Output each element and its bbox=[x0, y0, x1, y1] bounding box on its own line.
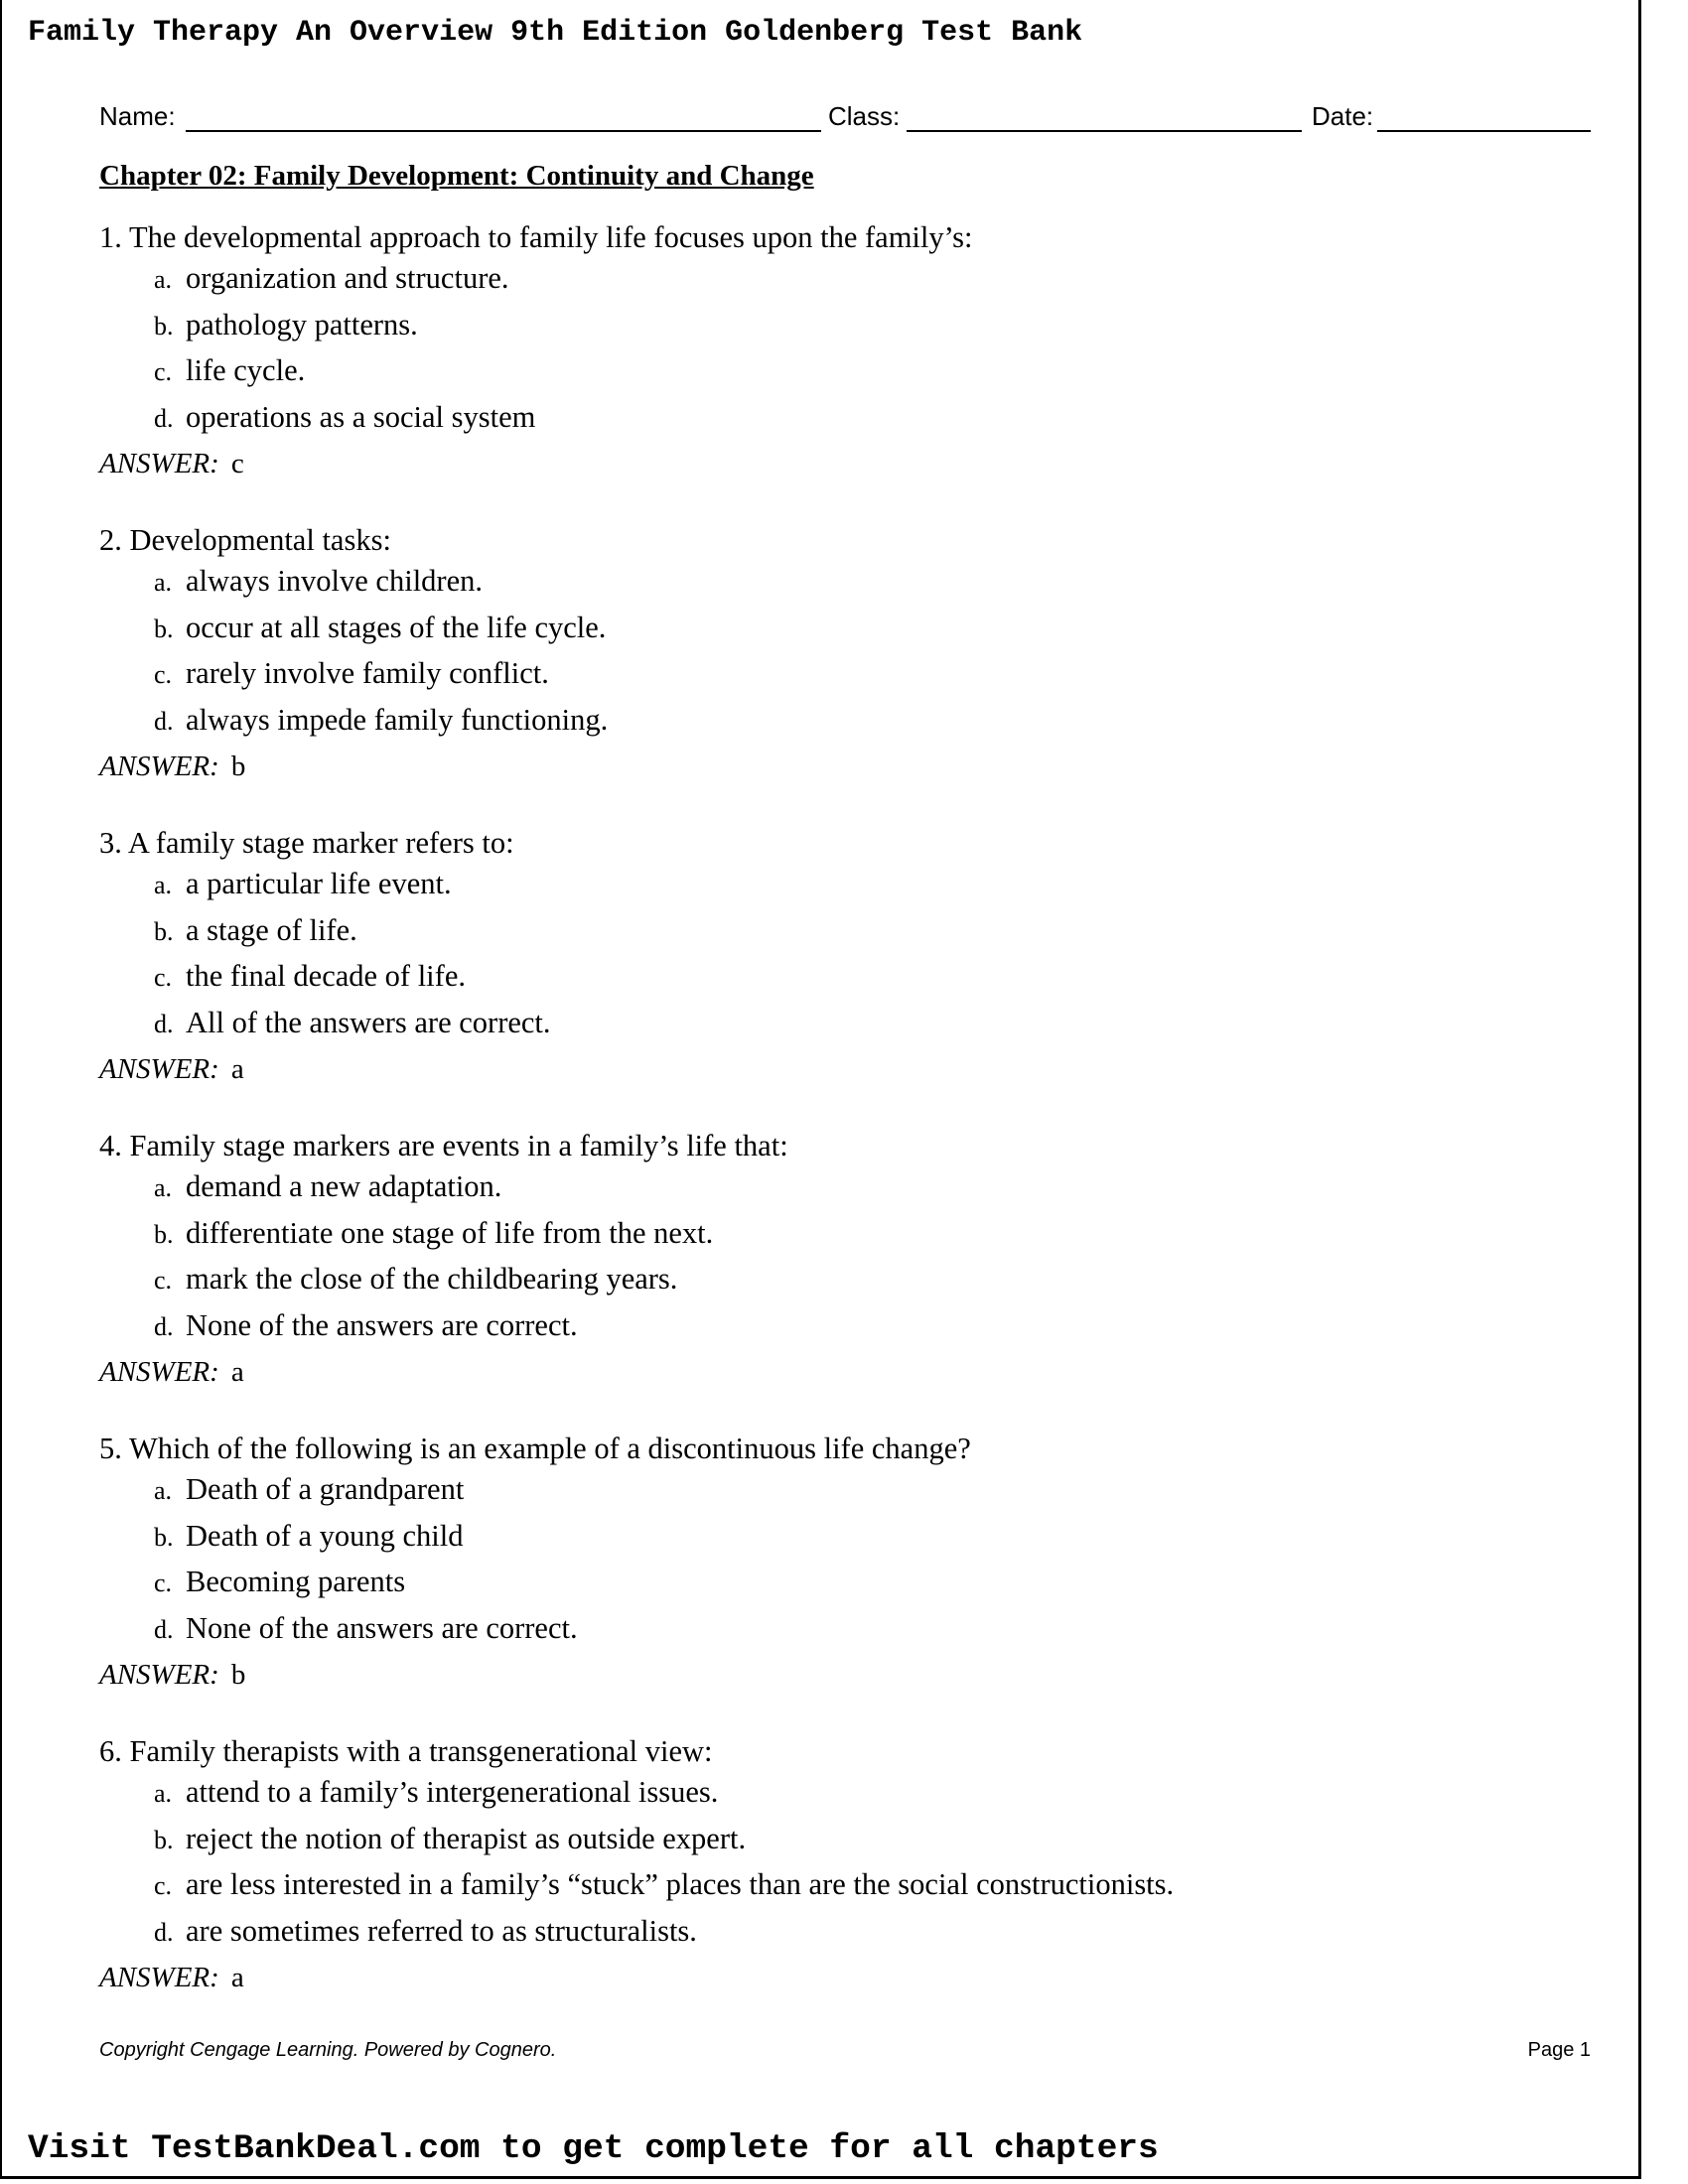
answer-option bbox=[154, 1914, 697, 1949]
answer-option bbox=[154, 1822, 746, 1856]
option-text: reject the notion of therapist as outside expert. bbox=[186, 1821, 747, 1855]
option-letter: b. bbox=[154, 916, 174, 946]
copyright-footer: Copyright Cengage Learning. Powered by Cognero. bbox=[99, 2039, 557, 2061]
option-letter: d. bbox=[154, 1917, 174, 1947]
option-text: Becoming parents bbox=[186, 1565, 406, 1598]
option-letter: c. bbox=[154, 660, 173, 689]
answer-option bbox=[154, 400, 535, 435]
answer-option bbox=[154, 1308, 578, 1343]
question-item bbox=[99, 1733, 1589, 1993]
option-letter: c. bbox=[154, 1569, 173, 1597]
option-letter: b. bbox=[154, 614, 174, 643]
answer-option bbox=[154, 703, 608, 738]
option-text: a stage of life. bbox=[186, 912, 357, 947]
option-letter: c. bbox=[154, 963, 173, 992]
answer-label: ANSWER: bbox=[99, 1962, 219, 1993]
option-text: the final decade of life. bbox=[186, 959, 466, 993]
option-text: occur at all stages of the life cycle. bbox=[186, 610, 607, 644]
option-text: operations as a social system bbox=[186, 399, 536, 434]
question-item bbox=[99, 1128, 1589, 1388]
option-letter: d. bbox=[154, 1311, 174, 1341]
option-letter: d. bbox=[154, 403, 174, 433]
question-text: 6. Family therapists with a transgenerational view: bbox=[99, 1734, 713, 1768]
answer-line bbox=[99, 751, 245, 783]
answer-value: a bbox=[230, 1962, 244, 1993]
option-text: Death of a grandparent bbox=[186, 1472, 465, 1506]
option-text: rarely involve family conflict. bbox=[186, 656, 549, 690]
question-item bbox=[99, 825, 1589, 1085]
question-item bbox=[99, 522, 1589, 782]
answer-option bbox=[154, 1006, 551, 1040]
question-text: 3. A family stage marker refers to: bbox=[99, 826, 514, 860]
option-letter: c. bbox=[154, 1266, 173, 1295]
class-field[interactable] bbox=[907, 130, 1302, 132]
option-letter: b. bbox=[154, 1219, 174, 1249]
option-letter: d. bbox=[154, 1614, 174, 1644]
date-label: Date: bbox=[1312, 101, 1374, 131]
option-text: pathology patterns. bbox=[186, 307, 418, 341]
option-letter: b. bbox=[154, 1825, 174, 1854]
option-text: None of the answers are correct. bbox=[186, 1307, 578, 1342]
answer-option bbox=[154, 1216, 713, 1251]
answer-line bbox=[99, 1962, 244, 1994]
answer-option bbox=[154, 1262, 677, 1297]
option-text: life cycle. bbox=[186, 353, 306, 387]
answer-option bbox=[154, 261, 509, 296]
option-letter: b. bbox=[154, 1522, 174, 1552]
option-text: differentiate one stage of life from the next. bbox=[186, 1215, 714, 1250]
answer-option bbox=[154, 308, 418, 342]
option-text: a particular life event. bbox=[186, 867, 452, 900]
answer-label: ANSWER: bbox=[99, 751, 219, 782]
option-text: attend to a family’s intergenerational issues. bbox=[186, 1775, 719, 1809]
answer-option bbox=[154, 1472, 464, 1507]
option-text: demand a new adaptation. bbox=[186, 1169, 502, 1203]
option-text: Death of a young child bbox=[186, 1518, 464, 1553]
question-item bbox=[99, 219, 1589, 479]
answer-value: a bbox=[230, 1356, 244, 1388]
option-letter: b. bbox=[154, 311, 174, 341]
answer-option bbox=[154, 1519, 464, 1554]
answer-value: c bbox=[230, 448, 244, 479]
option-text: None of the answers are correct. bbox=[186, 1610, 578, 1645]
promo-banner: Visit TestBankDeal.com to get complete for all chapters bbox=[28, 2129, 1159, 2168]
option-letter: a. bbox=[154, 1779, 173, 1808]
option-letter: a. bbox=[154, 871, 173, 899]
document-title: Family Therapy An Overview 9th Edition Goldenberg Test Bank bbox=[28, 16, 1083, 50]
question-item bbox=[99, 1431, 1589, 1691]
name-label: Name: bbox=[99, 101, 176, 131]
answer-option bbox=[154, 959, 466, 994]
answer-option bbox=[154, 1611, 578, 1646]
answer-line bbox=[99, 1356, 244, 1389]
date-field[interactable] bbox=[1377, 130, 1591, 132]
option-text: always involve children. bbox=[186, 564, 483, 598]
option-letter: d. bbox=[154, 1009, 174, 1038]
class-label: Class: bbox=[828, 101, 901, 131]
name-field[interactable] bbox=[186, 130, 821, 132]
question-text: 5. Which of the following is an example of a discontinuous life change? bbox=[99, 1432, 971, 1465]
option-text: are less interested in a family’s “stuck” places than are the social constructionists. bbox=[186, 1867, 1175, 1901]
option-letter: a. bbox=[154, 265, 173, 294]
answer-line bbox=[99, 1659, 245, 1692]
answer-option bbox=[154, 1775, 718, 1810]
answer-option bbox=[154, 867, 452, 901]
option-text: All of the answers are correct. bbox=[186, 1005, 551, 1039]
answer-label: ANSWER: bbox=[99, 1659, 219, 1691]
question-text: 1. The developmental approach to family life focuses upon the family’s: bbox=[99, 220, 973, 254]
option-letter: a. bbox=[154, 1476, 173, 1505]
answer-label: ANSWER: bbox=[99, 448, 219, 479]
answer-label: ANSWER: bbox=[99, 1053, 219, 1085]
answer-line bbox=[99, 1053, 244, 1086]
question-text: 2. Developmental tasks: bbox=[99, 523, 391, 557]
page-number: Page 1 bbox=[1527, 2039, 1591, 2061]
answer-label: ANSWER: bbox=[99, 1356, 219, 1388]
answer-line bbox=[99, 448, 244, 480]
option-letter: a. bbox=[154, 568, 173, 597]
answer-option bbox=[154, 1169, 501, 1204]
answer-option bbox=[154, 1867, 1174, 1902]
option-letter: a. bbox=[154, 1173, 173, 1202]
option-text: always impede family functioning. bbox=[186, 702, 609, 737]
answer-option bbox=[154, 611, 606, 645]
option-letter: d. bbox=[154, 706, 174, 736]
answer-option bbox=[154, 353, 305, 388]
option-text: mark the close of the childbearing years. bbox=[186, 1262, 678, 1296]
answer-value: b bbox=[230, 1659, 246, 1691]
answer-option bbox=[154, 656, 549, 691]
answer-value: b bbox=[230, 751, 246, 782]
answer-option bbox=[154, 913, 357, 948]
option-letter: c. bbox=[154, 1871, 173, 1900]
answer-value: a bbox=[230, 1053, 244, 1085]
option-text: are sometimes referred to as structuralists. bbox=[186, 1913, 697, 1948]
question-text: 4. Family stage markers are events in a family’s life that: bbox=[99, 1129, 788, 1162]
answer-option bbox=[154, 564, 483, 599]
chapter-heading: Chapter 02: Family Development: Continuity and Change bbox=[99, 160, 814, 192]
option-text: organization and structure. bbox=[186, 261, 509, 295]
answer-option bbox=[154, 1565, 405, 1599]
option-letter: c. bbox=[154, 357, 173, 386]
